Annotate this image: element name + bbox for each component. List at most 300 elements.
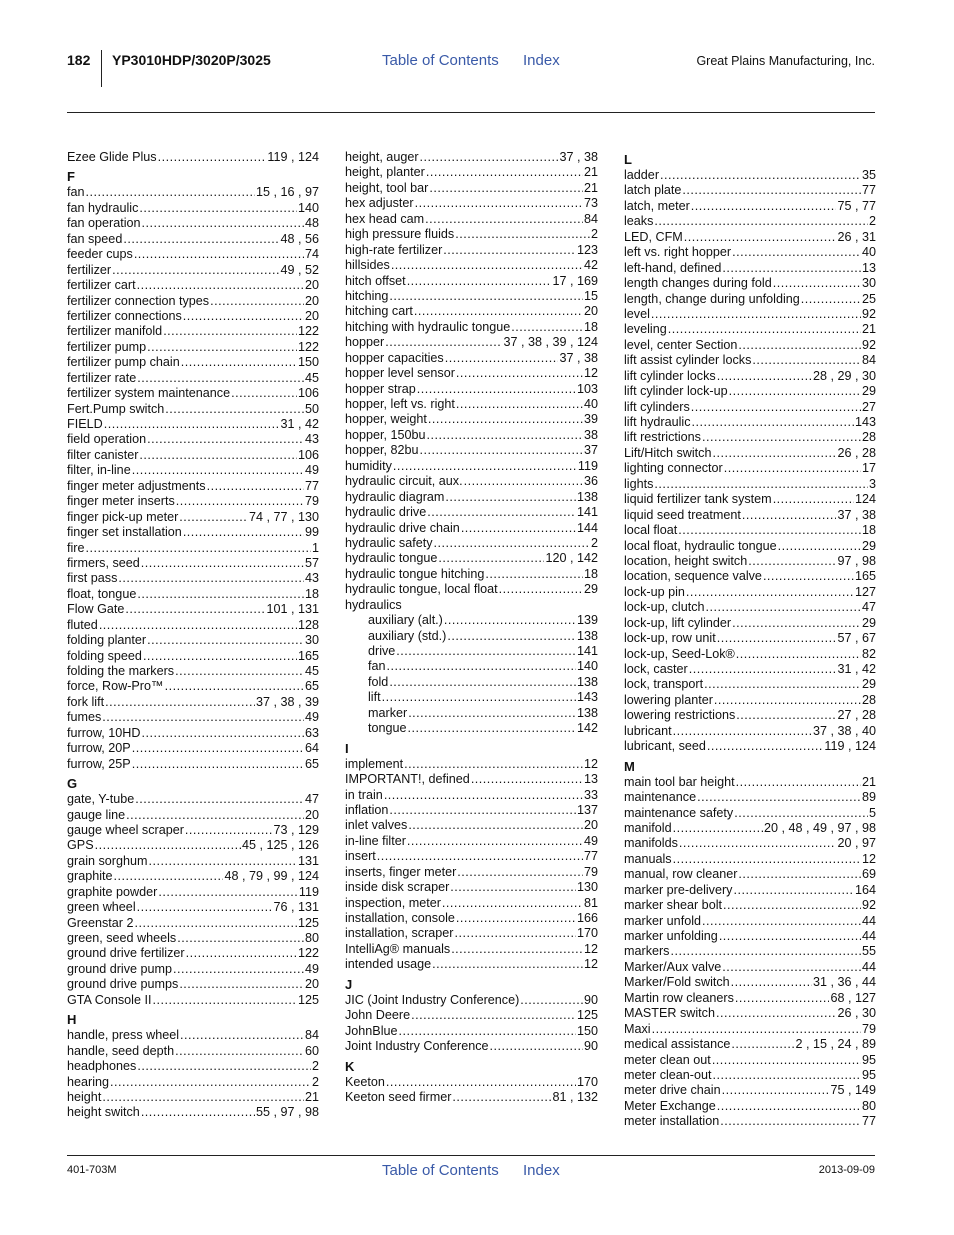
index-entry[interactable] [345, 289, 598, 304]
entry-page-numbers[interactable]: 165 [854, 569, 876, 584]
entry-page-numbers[interactable]: 164 [854, 882, 876, 897]
index-entry[interactable] [67, 885, 319, 900]
entry-page-numbers[interactable]: 141 [576, 505, 598, 520]
entry-page-numbers[interactable]: 142 [576, 721, 598, 736]
index-entry[interactable] [345, 397, 598, 412]
entry-page-numbers[interactable]: 35 [861, 168, 876, 182]
entry-page-numbers[interactable]: 29 [861, 615, 876, 630]
entry-page-numbers[interactable]: 13 [583, 772, 598, 787]
entry-page-numbers[interactable]: 30 [861, 276, 876, 291]
index-entry[interactable] [67, 838, 319, 853]
entry-page-numbers[interactable]: 12 [583, 366, 598, 381]
entry-page-numbers[interactable]: 43 [304, 571, 319, 586]
index-entry[interactable] [345, 926, 598, 941]
entry-page-numbers[interactable]: 12 [583, 957, 598, 972]
index-entry[interactable] [345, 772, 598, 787]
entry-page-numbers[interactable]: 20 , 97 [837, 836, 876, 851]
entry-page-numbers[interactable]: 138 [576, 705, 598, 720]
entry-page-numbers[interactable]: 75 , 77 [837, 198, 876, 213]
index-entry[interactable] [624, 554, 876, 569]
index-entry[interactable] [624, 616, 876, 631]
entry-page-numbers[interactable]: 26 , 28 [837, 445, 876, 460]
index-entry[interactable] [345, 505, 598, 520]
index-entry[interactable] [67, 294, 319, 309]
index-subentry[interactable] [345, 613, 598, 628]
index-entry[interactable] [67, 386, 319, 401]
index-entry[interactable] [345, 536, 598, 551]
index-entry[interactable] [67, 247, 319, 262]
index-entry[interactable] [67, 757, 319, 772]
entry-page-numbers[interactable]: 79 [304, 494, 319, 509]
index-entry[interactable] [345, 443, 598, 458]
index-entry[interactable] [624, 991, 876, 1006]
entry-page-numbers[interactable]: 137 [576, 802, 598, 817]
index-entry[interactable] [345, 818, 598, 833]
index-entry[interactable] [67, 571, 319, 586]
entry-page-numbers[interactable]: 122 [297, 324, 319, 339]
entry-page-numbers[interactable]: 166 [576, 911, 598, 925]
entry-page-numbers[interactable]: 138 [576, 489, 598, 504]
entry-page-numbers[interactable]: 43 [304, 432, 319, 447]
index-entry[interactable] [624, 276, 876, 291]
entry-page-numbers[interactable]: 125 [297, 992, 319, 1007]
index-entry[interactable] [345, 757, 598, 772]
index-entry[interactable] [624, 898, 876, 913]
entry-page-numbers[interactable]: 20 [304, 977, 319, 992]
index-entry[interactable] [624, 569, 876, 584]
entry-page-numbers[interactable]: 95 [861, 1052, 876, 1067]
entry-page-numbers[interactable]: 44 [861, 959, 876, 974]
index-entry[interactable] [67, 869, 319, 884]
index-entry[interactable] [345, 181, 598, 196]
entry-page-numbers[interactable]: 44 [861, 929, 876, 943]
entry-page-numbers[interactable]: 140 [576, 659, 598, 674]
entry-page-numbers[interactable]: 20 [304, 293, 319, 308]
index-entry[interactable] [345, 957, 598, 972]
entry-page-numbers[interactable]: 119 [577, 458, 598, 473]
entry-page-numbers[interactable]: 37 , 38 [559, 350, 598, 365]
entry-page-numbers[interactable]: 92 [861, 337, 876, 352]
index-entry[interactable] [345, 274, 598, 289]
index-entry[interactable] [67, 1059, 319, 1074]
entry-page-numbers[interactable]: 20 [304, 807, 319, 822]
entry-page-numbers[interactable]: 76 , 131 [273, 900, 319, 915]
entry-page-numbers[interactable]: 47 [304, 792, 319, 807]
entry-page-numbers[interactable]: 55 [861, 944, 876, 959]
entry-page-numbers[interactable]: 143 [854, 415, 876, 429]
index-subentry[interactable] [345, 690, 598, 705]
entry-page-numbers[interactable]: 119 [298, 884, 319, 899]
index-entry[interactable] [67, 602, 319, 617]
entry-page-numbers[interactable]: 45 , 125 , 126 [241, 838, 319, 853]
entry-page-numbers[interactable]: 31 , 42 [837, 662, 876, 676]
entry-page-numbers[interactable]: 48 [304, 216, 319, 231]
index-entry[interactable] [624, 199, 876, 214]
index-entry[interactable] [67, 278, 319, 293]
entry-page-numbers[interactable]: 73 [583, 196, 598, 211]
index-entry[interactable] [624, 883, 876, 898]
entry-page-numbers[interactable]: 141 [576, 644, 598, 658]
entry-page-numbers[interactable]: 122 [297, 946, 319, 961]
index-entry[interactable] [624, 693, 876, 708]
entry-page-numbers[interactable]: 84 [861, 353, 876, 368]
entry-page-numbers[interactable]: 57 [304, 555, 319, 570]
entry-page-numbers[interactable]: 20 [304, 308, 319, 323]
index-entry[interactable] [345, 382, 598, 397]
index-entry[interactable] [345, 1039, 598, 1054]
index-entry[interactable] [67, 695, 319, 710]
index-entry[interactable] [67, 216, 319, 231]
footer-table-of-contents-link[interactable]: Table of Contents [382, 1162, 499, 1179]
index-entry[interactable] [67, 946, 319, 961]
entry-page-numbers[interactable]: 73 , 129 [273, 822, 319, 837]
index-entry[interactable] [67, 854, 319, 869]
entry-page-numbers[interactable]: 139 [576, 613, 598, 628]
index-entry[interactable] [67, 417, 319, 432]
index-entry[interactable] [345, 1024, 598, 1039]
entry-page-numbers[interactable]: 2 [868, 214, 876, 229]
index-entry[interactable] [624, 600, 876, 615]
entry-page-numbers[interactable]: 69 [861, 867, 876, 882]
entry-page-numbers[interactable]: 50 [304, 401, 319, 416]
index-entry[interactable] [67, 587, 319, 602]
index-entry[interactable] [345, 551, 598, 566]
entry-page-numbers[interactable]: 15 [583, 288, 598, 303]
entry-page-numbers[interactable]: 80 [304, 931, 319, 945]
index-entry[interactable] [624, 400, 876, 415]
index-entry[interactable] [67, 792, 319, 807]
entry-page-numbers[interactable]: 37 , 38 , 39 [255, 694, 319, 709]
entry-page-numbers[interactable]: 18 [583, 319, 598, 334]
index-entry[interactable] [67, 1075, 319, 1090]
index-entry[interactable] [624, 852, 876, 867]
index-entry[interactable] [345, 582, 598, 597]
index-entry[interactable] [624, 1083, 876, 1098]
index-entry[interactable] [67, 808, 319, 823]
entry-page-numbers[interactable]: 125 [576, 1008, 598, 1023]
index-subentry[interactable] [345, 644, 598, 659]
entry-page-numbers[interactable]: 120 , 142 [545, 551, 598, 566]
index-entry[interactable] [345, 243, 598, 258]
entry-page-numbers[interactable]: 40 [583, 397, 598, 411]
entry-page-numbers[interactable]: 92 [861, 898, 876, 913]
index-entry[interactable] [345, 1075, 598, 1090]
index-entry[interactable] [624, 739, 876, 754]
entry-page-numbers[interactable]: 26 , 31 [837, 229, 876, 244]
index-entry[interactable] [624, 677, 876, 692]
entry-page-numbers[interactable]: 21 [861, 774, 876, 789]
entry-page-numbers[interactable]: 106 [297, 447, 319, 462]
index-entry[interactable] [624, 867, 876, 882]
entry-page-numbers[interactable]: 37 , 38 [837, 507, 876, 522]
entry-page-numbers[interactable]: 2 [311, 1074, 319, 1089]
entry-page-numbers[interactable]: 44 [861, 913, 876, 928]
index-entry[interactable] [345, 196, 598, 211]
index-entry[interactable] [67, 900, 319, 915]
index-entry[interactable] [67, 710, 319, 725]
index-entry[interactable] [345, 567, 598, 582]
entry-page-numbers[interactable]: 143 [576, 690, 598, 705]
entry-page-numbers[interactable]: 49 , 52 [280, 262, 319, 277]
entry-page-numbers[interactable]: 103 [576, 381, 598, 396]
entry-page-numbers[interactable]: 20 [583, 818, 598, 833]
index-entry[interactable] [624, 1053, 876, 1068]
index-entry[interactable] [345, 896, 598, 911]
index-entry[interactable] [345, 993, 598, 1008]
entry-page-numbers[interactable]: 68 , 127 [830, 990, 876, 1005]
index-entry[interactable] [624, 821, 876, 836]
index-entry[interactable] [67, 633, 319, 648]
index-entry[interactable] [624, 261, 876, 276]
entry-page-numbers[interactable]: 64 [304, 741, 319, 756]
index-entry[interactable] [67, 823, 319, 838]
index-entry[interactable] [624, 1114, 876, 1129]
index-entry[interactable] [624, 1099, 876, 1114]
entry-page-numbers[interactable]: 26 , 30 [837, 1006, 876, 1021]
index-entry[interactable] [67, 494, 319, 509]
entry-page-numbers[interactable]: 60 [304, 1043, 319, 1058]
entry-page-numbers[interactable]: 140 [297, 200, 319, 215]
entry-page-numbers[interactable]: 48 , 79 , 99 , 124 [224, 869, 319, 884]
index-entry[interactable] [624, 585, 876, 600]
entry-page-numbers[interactable]: 138 [576, 674, 598, 689]
entry-page-numbers[interactable]: 48 , 56 [280, 231, 319, 246]
index-entry[interactable] [67, 618, 319, 633]
index-entry[interactable] [624, 461, 876, 476]
footer-index-link[interactable]: Index [523, 1162, 560, 1179]
index-entry[interactable] [67, 232, 319, 247]
entry-page-numbers[interactable]: 27 [861, 399, 876, 414]
entry-page-numbers[interactable]: 31 , 36 , 44 [812, 975, 876, 990]
index-entry[interactable] [624, 708, 876, 723]
entry-page-numbers[interactable]: 5 [868, 805, 876, 820]
entry-page-numbers[interactable]: 65 [304, 679, 319, 694]
entry-page-numbers[interactable]: 25 [861, 291, 876, 306]
entry-page-numbers[interactable]: 170 [576, 926, 598, 941]
index-entry[interactable] [345, 335, 598, 350]
entry-page-numbers[interactable]: 84 [583, 211, 598, 226]
index-entry[interactable] [67, 525, 319, 540]
index-entry[interactable] [624, 960, 876, 975]
index-entry[interactable] [624, 492, 876, 507]
entry-page-numbers[interactable]: 95 [861, 1067, 876, 1082]
index-entry[interactable] [624, 836, 876, 851]
entry-page-numbers[interactable]: 21 [583, 165, 598, 180]
index-entry[interactable] [67, 556, 319, 571]
index-entry[interactable] [67, 977, 319, 992]
entry-page-numbers[interactable]: 55 , 97 , 98 [255, 1105, 319, 1120]
index-entry[interactable] [624, 322, 876, 337]
entry-page-numbers[interactable]: 18 [861, 523, 876, 538]
index-entry[interactable] [624, 775, 876, 790]
index-entry[interactable] [67, 664, 319, 679]
index-entry[interactable] [624, 790, 876, 805]
index-entry[interactable] [345, 428, 598, 443]
index-entry[interactable] [624, 430, 876, 445]
index-entry[interactable] [345, 788, 598, 803]
index-entry[interactable] [624, 415, 876, 430]
entry-page-numbers[interactable]: 27 , 28 [837, 708, 876, 723]
entry-page-numbers[interactable]: 75 , 149 [830, 1083, 876, 1098]
index-entry[interactable] [624, 1068, 876, 1083]
index-entry[interactable] [345, 865, 598, 880]
index-entry[interactable] [624, 523, 876, 538]
index-entry[interactable] [67, 1090, 319, 1105]
entry-page-numbers[interactable]: 45 [304, 370, 319, 385]
entry-page-numbers[interactable]: 20 [304, 278, 319, 293]
entry-page-numbers[interactable]: 49 [304, 710, 319, 725]
index-entry[interactable] [345, 320, 598, 335]
entry-page-numbers[interactable]: 128 [297, 617, 319, 632]
index-entry[interactable] [345, 849, 598, 864]
entry-page-numbers[interactable]: 119 , 124 [267, 150, 319, 164]
entry-page-numbers[interactable]: 90 [583, 1039, 598, 1054]
entry-page-numbers[interactable]: 21 [861, 322, 876, 337]
entry-page-numbers[interactable]: 89 [861, 790, 876, 805]
index-entry[interactable] [624, 353, 876, 368]
entry-page-numbers[interactable]: 99 [304, 525, 319, 540]
index-entry[interactable] [624, 307, 876, 322]
entry-page-numbers[interactable]: 81 , 132 [552, 1089, 598, 1104]
entry-page-numbers[interactable]: 119 , 124 [824, 739, 876, 754]
index-entry[interactable] [67, 324, 319, 339]
index-subentry[interactable] [345, 721, 598, 736]
index-entry[interactable] [624, 508, 876, 523]
entry-page-numbers[interactable]: 127 [854, 584, 876, 599]
entry-page-numbers[interactable]: 74 [304, 247, 319, 262]
entry-page-numbers[interactable]: 30 [304, 633, 319, 648]
entry-page-numbers[interactable]: 1 [311, 540, 319, 555]
index-entry[interactable] [345, 521, 598, 536]
index-entry[interactable] [624, 245, 876, 260]
index-entry[interactable] [67, 448, 319, 463]
entry-page-numbers[interactable]: 17 [861, 461, 876, 476]
entry-page-numbers[interactable]: 12 [583, 756, 598, 771]
entry-page-numbers[interactable]: 38 [583, 427, 598, 442]
index-entry[interactable] [345, 351, 598, 366]
index-entry[interactable] [345, 598, 598, 613]
index-entry[interactable] [345, 1090, 598, 1105]
index-entry[interactable] [624, 929, 876, 944]
index-entry[interactable] [345, 366, 598, 381]
entry-page-numbers[interactable]: 92 [861, 306, 876, 321]
index-entry[interactable] [624, 446, 876, 461]
index-entry[interactable] [67, 371, 319, 386]
index-entry[interactable] [67, 185, 319, 200]
index-entry[interactable] [67, 479, 319, 494]
index-entry[interactable] [624, 806, 876, 821]
entry-page-numbers[interactable]: 21 [304, 1089, 319, 1104]
entry-page-numbers[interactable]: 12 [861, 851, 876, 866]
entry-page-numbers[interactable]: 13 [861, 260, 876, 275]
entry-page-numbers[interactable]: 124 [854, 492, 876, 507]
entry-page-numbers[interactable]: 40 [861, 245, 876, 260]
entry-page-numbers[interactable]: 2 , 15 , 24 , 89 [795, 1037, 876, 1052]
entry-page-numbers[interactable]: 90 [583, 992, 598, 1007]
entry-page-numbers[interactable]: 165 [297, 648, 319, 663]
entry-page-numbers[interactable]: 144 [576, 520, 598, 535]
entry-page-numbers[interactable]: 17 , 169 [552, 273, 598, 288]
entry-page-numbers[interactable]: 28 [861, 692, 876, 707]
entry-page-numbers[interactable]: 21 [583, 180, 598, 195]
index-entry[interactable] [345, 227, 598, 242]
index-entry[interactable] [624, 662, 876, 677]
entry-page-numbers[interactable]: 37 , 38 , 39 , 124 [503, 335, 598, 350]
entry-page-numbers[interactable]: 39 [583, 412, 598, 427]
entry-page-numbers[interactable]: 2 [590, 227, 598, 242]
entry-page-numbers[interactable]: 37 , 38 , 40 [812, 723, 876, 738]
entry-page-numbers[interactable]: 45 [304, 664, 319, 678]
index-entry[interactable] [345, 490, 598, 505]
entry-page-numbers[interactable]: 84 [304, 1028, 319, 1043]
entry-page-numbers[interactable]: 63 [304, 725, 319, 740]
index-entry[interactable] [624, 338, 876, 353]
index-entry[interactable] [624, 230, 876, 245]
index-entry[interactable] [345, 911, 598, 926]
index-subentry[interactable] [345, 629, 598, 644]
index-entry[interactable] [624, 1006, 876, 1021]
entry-page-numbers[interactable]: 150 [576, 1023, 598, 1038]
index-entry[interactable] [345, 1008, 598, 1023]
index-entry[interactable] [345, 942, 598, 957]
index-entry[interactable] [67, 649, 319, 664]
index-entry[interactable] [67, 726, 319, 741]
entry-page-numbers[interactable]: 79 [861, 1021, 876, 1036]
entry-page-numbers[interactable]: 20 , 48 , 49 , 97 , 98 [763, 820, 876, 835]
index-entry[interactable] [624, 724, 876, 739]
index-link[interactable]: Index [523, 52, 560, 69]
entry-page-numbers[interactable]: 42 [583, 258, 598, 273]
entry-page-numbers[interactable]: 2 [311, 1059, 319, 1074]
index-entry[interactable] [345, 412, 598, 427]
entry-page-numbers[interactable]: 125 [297, 915, 319, 930]
index-entry[interactable] [67, 263, 319, 278]
index-subentry[interactable] [345, 659, 598, 674]
index-subentry[interactable] [345, 675, 598, 690]
index-subentry[interactable] [345, 706, 598, 721]
entry-page-numbers[interactable]: 20 [583, 304, 598, 319]
index-entry[interactable] [624, 369, 876, 384]
index-entry[interactable] [624, 384, 876, 399]
index-entry[interactable] [67, 355, 319, 370]
entry-page-numbers[interactable]: 65 [304, 756, 319, 771]
index-entry[interactable] [67, 510, 319, 525]
entry-page-numbers[interactable]: 82 [861, 646, 876, 661]
index-entry[interactable] [345, 165, 598, 180]
entry-page-numbers[interactable]: 29 [861, 677, 876, 692]
entry-page-numbers[interactable]: 77 [583, 849, 598, 864]
entry-page-numbers[interactable]: 37 , 38 [559, 150, 598, 164]
entry-page-numbers[interactable]: 81 [583, 895, 598, 910]
entry-page-numbers[interactable]: 18 [583, 566, 598, 581]
index-entry[interactable] [624, 647, 876, 662]
entry-page-numbers[interactable]: 150 [297, 355, 319, 370]
index-entry[interactable] [624, 1022, 876, 1037]
index-entry[interactable] [345, 459, 598, 474]
index-entry[interactable] [624, 914, 876, 929]
entry-page-numbers[interactable]: 49 [304, 463, 319, 478]
index-entry[interactable] [624, 631, 876, 646]
index-entry[interactable] [345, 212, 598, 227]
entry-page-numbers[interactable]: 15 , 16 , 97 [255, 185, 319, 200]
entry-page-numbers[interactable]: 77 [861, 1114, 876, 1129]
entry-page-numbers[interactable]: 77 [861, 183, 876, 198]
entry-page-numbers[interactable]: 123 [576, 242, 598, 257]
entry-page-numbers[interactable]: 36 [583, 474, 598, 489]
index-entry[interactable] [624, 944, 876, 959]
entry-page-numbers[interactable]: 31 , 42 [280, 417, 319, 431]
index-entry[interactable] [67, 931, 319, 946]
